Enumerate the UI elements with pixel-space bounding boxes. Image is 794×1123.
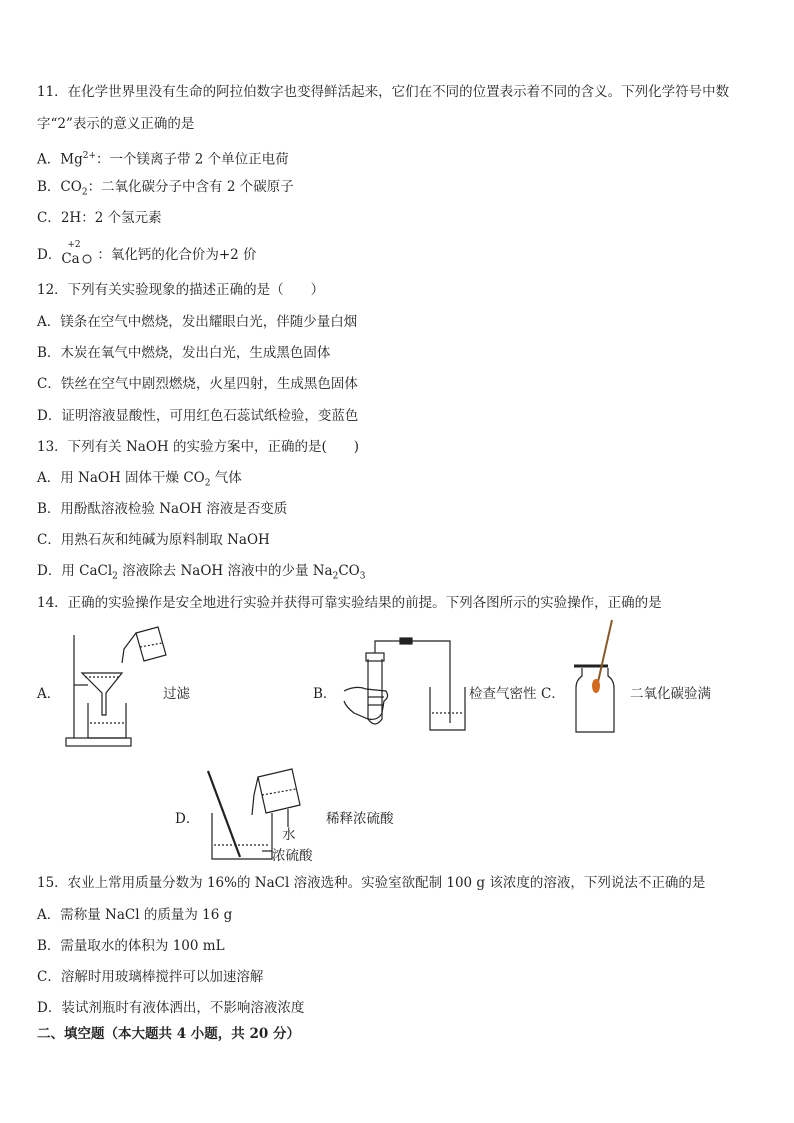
q12-option-d: D．证明溶液显酸性，可用红色石蕊试纸检验，变蓝色 xyxy=(37,408,359,424)
q12-option-b: B．木炭在氧气中燃烧，发出白光，生成黑色固体 xyxy=(37,345,331,361)
q11-stem-line2: 字“2”表示的意义正确的是 xyxy=(37,116,195,132)
co2-full-test-figure xyxy=(568,618,628,736)
q15-option-b: B．需量取水的体积为 100 mL xyxy=(37,938,225,954)
q14-c-caption: 二氧化碳验满 xyxy=(630,686,711,702)
q13-option-d: D．用 CaCl$_2$ 溶液除去 NaOH 溶液中的少量 $Na_2CO_3$ xyxy=(37,563,366,582)
calcium-oxide-formula: Ca xyxy=(61,251,80,267)
q11-option-d: D． +2 Ca ：氧化钙的化合价为+2 价 xyxy=(37,246,257,264)
q15-stem: 15．农业上常用质量分数为 16%的 NaCl 溶液选种。实验室欲配制 100 g 该浓度的溶液，下列说法不正确的是 xyxy=(37,875,706,891)
q11-option-c: C．2H：2 个氢元素 xyxy=(37,210,162,226)
q14-a-caption: 过滤 xyxy=(163,686,190,702)
q13-stem: 13．下列有关 NaOH 的实验方案中，正确的是( ) xyxy=(37,439,359,455)
q14-a-label: A． xyxy=(37,686,61,702)
q14-b-label: B． xyxy=(313,686,337,702)
filtration-apparatus-figure xyxy=(58,625,168,750)
q13-option-b: B．用酚酞溶液检验 NaOH 溶液是否变质 xyxy=(37,501,288,517)
q14-d-acid-label: 浓硫酸 xyxy=(272,848,313,864)
q11-stem-line1: 11．在化学世界里没有生命的阿拉伯数字也变得鲜活起来，它们在不同的位置表示着不同的含义。下列化学符号中数 xyxy=(37,84,730,100)
q14-stem: 14．正确的实验操作是安全地进行实验并获得可靠实验结果的前提。下列各图所示的实验操作，正确的是 xyxy=(37,595,662,611)
flame-icon xyxy=(592,679,600,693)
q14-d-water-label: 水 xyxy=(282,827,296,843)
q15-option-c: C．溶解时用玻璃棒搅拌可以加速溶解 xyxy=(37,969,264,985)
airtightness-check-figure xyxy=(340,635,470,735)
q14-c-label: C． xyxy=(541,686,565,702)
q13-option-c: C．用熟石灰和纯碱为原料制取 NaOH xyxy=(37,532,270,548)
q14-d-caption: 稀释浓硫酸 xyxy=(326,811,394,827)
q11-option-a: A．$Mg^{2+}$：一个镁离子带 2 个单位正电荷 xyxy=(37,151,289,168)
valence-mark: +2 xyxy=(67,240,81,250)
q12-stem: 12．下列有关实验现象的描述正确的是（ ） xyxy=(37,282,325,298)
q15-option-d: D．装试剂瓶时有液体洒出，不影响溶液浓度 xyxy=(37,1000,305,1016)
section-two-title: 二、填空题（本大题共 4 小题，共 20 分） xyxy=(37,1026,300,1042)
q11-option-b: B．$CO_2$：二氧化碳分子中含有 2 个碳原子 xyxy=(37,179,294,198)
q13-option-a: A．用 NaOH 固体干燥 $CO_2$ 气体 xyxy=(37,470,242,489)
q12-option-c: C．铁丝在空气中剧烈燃烧，火星四射，生成黑色固体 xyxy=(37,376,358,392)
q14-d-label: D． xyxy=(175,811,200,827)
oxygen-circle-icon xyxy=(82,254,92,264)
q15-option-a: A．需称量 NaCl 的质量为 16 g xyxy=(37,907,233,923)
q14-b-caption: 检查气密性 xyxy=(469,686,537,702)
q12-option-a: A．镁条在空气中燃烧，发出耀眼白光，伴随少量白烟 xyxy=(37,314,358,330)
